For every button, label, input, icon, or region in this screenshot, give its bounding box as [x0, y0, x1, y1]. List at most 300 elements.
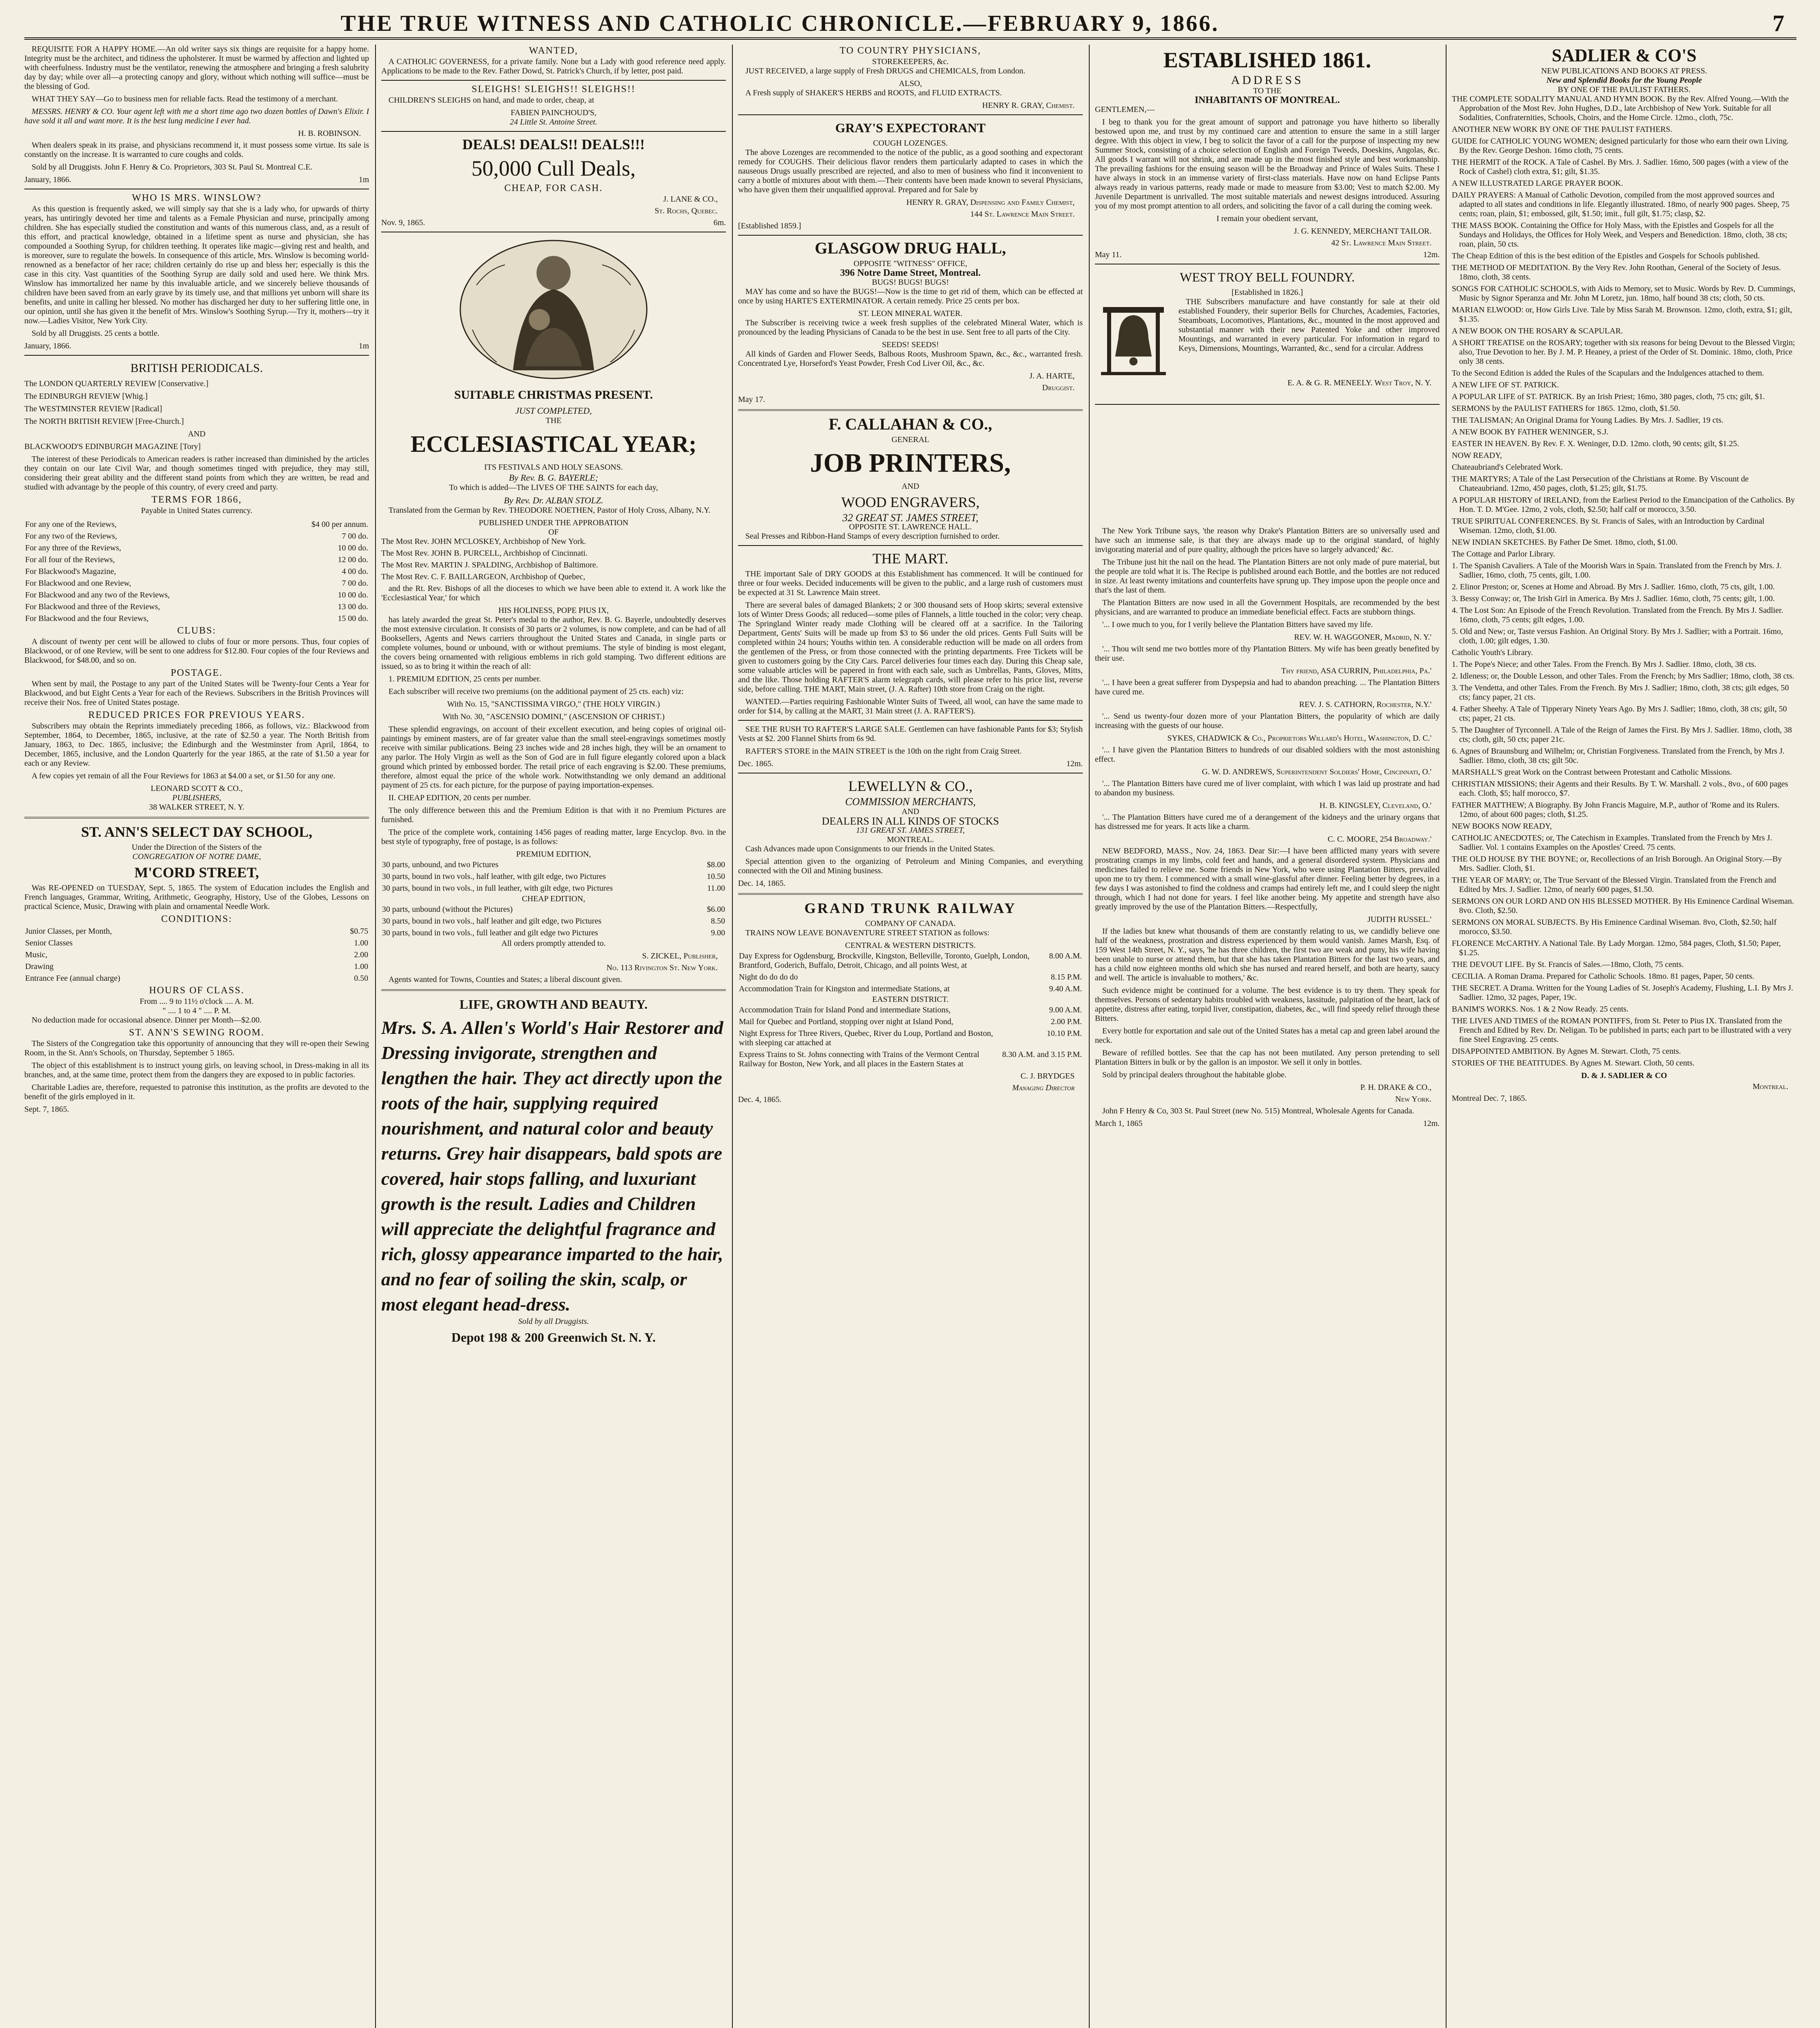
- paragraph: To which is added—The LIVES OF THE SAINTS for each day,: [449, 483, 658, 492]
- train-row-table: [738, 950, 1083, 995]
- testimonial: '... I owe much to you, for I verily believe the Plantation Bitters have saved my life.: [1102, 620, 1373, 629]
- rate-row-value: $4 00 per annum.: [311, 520, 368, 529]
- paragraph: There are several bales of damaged Blankets; 2 or 300 thousand sets of Hoop skirts; several extensive lots of Winter Dress Goods; all reduced—some piles of Flannels, a little touched in the color; very cheap. The Springland Winter ready made Clothing will be cleared off at a sacrifice. In the Tailoring Department, Gents' Suits will be made up from $3 to $6 under the old prices. Gents Full Suits will be completed within 24 hours; Youths within ten. A considerable reduction will be made on all orders from the gentlemen of the Press, or from those connected with the printing departments. Free Tickets will be given to customers going by the City Cars. Parcel deliveries four times each day. During this Cheap sale, some valuable articles will be papered in front with each sale, such as Umbrellas, Pants, Gloves, Mitts, and the like. Those holding RAFTER'S alarm telegraph cards, will please refer to his price list, reverse side, before calling. THE MART, Main street, (J. A. Rafter) 10th store from Craig on the right.: [738, 601, 1083, 694]
- paragraph: Each subscriber will receive two premiums (on the additional payment of 25 cts. each) viz:: [388, 687, 684, 696]
- seller-name: J. LANE & CO.,: [663, 195, 718, 204]
- signature: E. A. & G. R. MENEELY. West Troy, N. Y.: [1287, 378, 1432, 387]
- ad-title: THE MART.: [872, 550, 949, 567]
- list-item: The Most Rev. JOHN M'CLOSKEY, Archbishop of New York.: [381, 537, 586, 546]
- book-entry: GUIDE for CATHOLIC YOUNG WOMEN; designed particularly for those who earn their own Living. By the Rev. George Deshon. 16mo cloth, 75 cents.: [1452, 137, 1789, 155]
- paragraph: These splendid engravings, on account of their excellent execution, and being copies of original oil-paintings by eminent masters, are of far greater value than the small steel-engravings sometimes mostly receive with similar publications. Being 23 inches wide and 28 inches high, they will be an ornament to any parlor. The Holy Virgin as well as the Son of God are in full figure elegantly colored upon a black ground which printed by embossed border. The retail price of each engraving is $2.00. These premiums, therefore, almost equal the price of the whole work. Notwithstanding we only demand an additional payment of 25 cts. for each picture, for the purpose of paying importation-expenses.: [381, 725, 726, 790]
- cheap-price-row-label: 30 parts, bound in two vols., full leather and gilt edge two Pictures: [382, 928, 598, 937]
- paragraph: Was RE-OPENED on TUESDAY, Sept. 5, 1865. The system of Education includes the English and French languages, Grammar, Writing, Arithmetic, Geography, History, Use of the Globes, Lessons on practical Science, Music, Drawing with plain and ornamental Needle Work.: [24, 883, 369, 911]
- paragraph: The Tribune just hit the nail on the head. The Plantation Bitters are not only made of pure material, but the people are told what it is. The Recipe is published around each Bottle, and the bottles are not reduced in size. At least twenty imitations and counterfeits have sprung up. They impose upon the people once and that's the last of them.: [1095, 558, 1440, 595]
- ad-title: LIFE, GROWTH AND BEAUTY.: [459, 997, 648, 1012]
- train-row-value: 9.00 A.M.: [1049, 1005, 1082, 1014]
- date: Dec. 4, 1865.: [738, 1095, 782, 1104]
- cheap-price-row-label: 30 parts, unbound (without the Pictures): [382, 905, 513, 914]
- premium-price-row: [381, 883, 726, 894]
- section-heading: CENTRAL & WESTERN DISTRICTS.: [845, 941, 976, 950]
- rate-row-label: For Blackwood's Magazine,: [25, 567, 116, 576]
- fee-row-table: [24, 926, 369, 984]
- testimonial-author: C. C. MOORE, 254 Broadway.': [1327, 835, 1432, 844]
- book-entry: THE COMPLETE SODALITY MANUAL AND HYMN BOOK. By the Rev. Alfred Young.—With the Approbation of the Most Rev. John Hughes, D.D., late Archbishop of New York. Suitable for all Sodalities, Confraternities, Schools, Choirs, and the Home Circle. 12mo., cloth, 75c.: [1452, 95, 1789, 122]
- paragraph: The above Lozenges are recommended to the notice of the public, as a good soothing and expectorant remedy for COUGHS. Their delicious flavor renders them particularly adapted to cases in which the nauseous Drugs usually prescribed are rejected, and also to men of business who find it inconvenient to carry a bottle of mixtures about with them.—Their contents have been made known to several Physicians, who have given them their unqualified approval. Prepared and for Sale by: [738, 148, 1083, 194]
- column-rule: [375, 45, 376, 2028]
- premium-price-row-table: [381, 859, 726, 894]
- fees-table: [24, 926, 369, 984]
- rate-row: [24, 554, 369, 566]
- book-entry: 4. Father Sheehy. A Tale of Tipperary Ninety Years Ago. By Mrs J. Sadlier; 18mo, cloth, 38 cts; gilt, 50 cts; paper, 21 cts.: [1452, 705, 1787, 723]
- paragraph: WANTED.—Parties requiring Fashionable Winter Suits of Tweed, all wool, can have the same made to order for $14, by calling at the MART, 31 Main street (J. A. RAFTER'S).: [738, 697, 1083, 715]
- fee-row-value: $0.75: [350, 927, 368, 936]
- ecclesiastical-year-ad: [381, 236, 726, 984]
- hair-restorer-ad: [381, 996, 726, 1346]
- section-heading: CLUBS:: [177, 625, 217, 636]
- testimonial-author: H. B. KINGSLEY, Cleveland, O.': [1319, 801, 1432, 810]
- list-item: BLACKWOOD'S EDINBURGH MAGAZINE [Tory]: [24, 442, 201, 451]
- column-rule: [732, 45, 733, 2028]
- sleighs-ad: [381, 85, 726, 127]
- book-entry: The Cottage and Parlor Library.: [1452, 550, 1555, 559]
- ad-headline: 50,000 Cull Deals,: [471, 156, 636, 180]
- british-periodicals-ad: [24, 360, 369, 812]
- train-row-value: 8.15 P.M.: [1051, 973, 1082, 982]
- book-entry: 2. Idleness; or, the Double Lesson, and other Tales. From the French; by Mrs Sadlier; 18mo, cloth, 38 cts.: [1452, 672, 1794, 681]
- fee-row-label: Junior Classes, per Month,: [25, 927, 112, 936]
- ad-subtitle: CONGREGATION OF NOTRE DAME,: [132, 852, 261, 861]
- rate-row-label: For any three of the Reviews,: [25, 544, 121, 552]
- fee-row-value: 2.00: [354, 950, 368, 959]
- list-item: The Most Rev. C. F. BAILLARGEON, Archbishop of Quebec,: [381, 572, 586, 581]
- book-entry: FATHER MATTHEW; A Biography. By John Francis Maguire, M.P., author of 'Rome and its Rulers. 12mo, of about 600 pages; cloth, $1.25.: [1452, 801, 1779, 819]
- book-entry: 1. The Spanish Cavaliers. A Tale of the Moorish Wars in Spain. Translated from the French by Mrs. J. Sadlier, 16mo, cloth, 75 cents, gilt, 1.00.: [1452, 561, 1782, 580]
- ad-title: GRAY'S EXPECTORANT: [835, 120, 986, 135]
- train-row-label: Mail for Quebec and Portland, stopping over night at Island Pond,: [739, 1017, 953, 1026]
- paragraph: Charitable Ladies are, therefore, requested to patronise this institution, as the profits are devoted to the benefit of the girls employed in it.: [24, 1083, 369, 1101]
- divider: [738, 409, 1083, 411]
- book-entry: 3. The Vendetta, and other Tales. From the French. By Mrs J. Sadlier; 18mo, cloth, 38 cts; gilt edges, 50 cts; fancy paper, 21 cts.: [1452, 683, 1789, 702]
- train-row-label: Night Express for Three Rivers, Quebec, River du Loup, Portland and Boston, with sleeping car attached at: [739, 1029, 993, 1047]
- western-timetable: [738, 950, 1083, 995]
- paragraph: As this question is frequently asked, we will simply say that she is a lady who, for upwards of thirty years, has untiringly devoted her time and talents as a Female Physician and nurse, principally among children. She has especially studied the constitution and wants of this numerous class, and, as a result of this effort, and practical knowledge, obtained in a lifetime spent as nurse and physician, she has compounded a Soothing Syrup, for children teething. It operates like magic—giving rest and health, and is moreover, sure to regulate the bowels. In consequence of this article, Mrs. Winslow is becoming world-renowned as a benefactor of her race; children certainly do rise up and bless her; especially is this the case in this city. Vast quantities of the Soothing Syrup are daily sold and used here. We think Mrs. Winslow has immortalized her name by this invaluable article, and we sincerely believe thousands of children have been saved from an early grave by its timely use, and that millions yet unborn will share its benefits, and unite in calling her blessed. No mother has discharged her duty to her suffering little one, in our opinion, until she has given it the benefit of Mrs. Winslow's Soothing Syrup.—Try it, mothers—try it now.—Ladies Visitor, New York City.: [24, 204, 369, 325]
- ad-pre-title: SUITABLE CHRISTMAS PRESENT.: [454, 388, 653, 402]
- book-entry: 5. Old and New; or, Taste versus Fashion. An Original Story. By Mrs J. Sadlier; with a Portrait. 16mo, cloth, 1.00; gilt edges, 1.30.: [1452, 627, 1783, 645]
- dateline: [1095, 1119, 1440, 1128]
- newspaper-page: [24, 8, 1796, 2028]
- book-entry: THE MARTYRS; A Tale of the Last Persecution of the Christians at Rome. By Viscount de Chateaubriand. 12mo, 450 pages, cloth, $1.25; gilt, $1.75.: [1452, 475, 1749, 493]
- divider: [381, 989, 726, 991]
- divider: [738, 893, 1083, 895]
- paragraph: John F Henry & Co, 303 St. Paul Street (new No. 515) Montreal, Wholesale Agents for Canada.: [1102, 1106, 1414, 1115]
- paragraph: I beg to thank you for the great amount of support and patronage you have hitherto so liberally bestowed upon me, and trust by my continued care and attention to ensure the same in a still larger degree. With this object in view, I beg to solicit the favor of a call for the purpose of inspecting my new Summer Stock, consisting of a choice selection of English and Foreign Tweeds, Doeskins, Angolas, &c. All goods I warrant will not shrink, and are made up in the most finished style and best workmanship. The prevailing fashions for the ensuing season will be the Broadway and Prince of Wales Suits. These I have always in stock in an immense variety of first-class materials. Have now on hand Eclipse Pants always ready in various patterns, ready made or made to measure from $3.00; Vest to match $2.00. My Juvenile Department is unrivalled. The most suitable materials and newest designs introduced. Assuring you of my most prompt attention to all orders, and soliciting the favor of a call during the coming week.: [1095, 118, 1440, 211]
- publisher-city: Montreal.: [1752, 1082, 1788, 1091]
- section-heading: POSTAGE.: [170, 668, 223, 678]
- book-entry: THE MASS BOOK. Containing the Office for Holy Mass, with the Epistles and Gospels for all the Sundays and Holidays, the Offices for Holy Week, and Vespers and Benediction. 18mo, cloth, 38 cts; roan, plain, 50 cts.: [1452, 221, 1788, 249]
- book-entry: To the Second Edition is added the Rules of the Scapulars and the Indulgences attached to them.: [1452, 369, 1764, 378]
- book-entry: THE DEVOUT LIFE. By St. Francis of Sales.—18mo, Cloth, 75 cents.: [1452, 960, 1684, 969]
- ad-body: Mrs. S. A. Allen's World's Hair Restorer and Dressing invigorate, strengthen and lengthen the hair. They act directly upon the roots of the hair, supplying required nourishment, and natural color and beauty returns. Grey hair disappears, bald spots are covered, hair stops falling, and luxuriant growth is the result. Ladies and Children will appreciate the delightful fragrance and rich, glossy appearance imparted to the hair, and no fear of soiling the skin, scalp, or most elegant head-dress.: [381, 1017, 723, 1315]
- book-subtitle: ITS FESTIVALS AND HOLY SEASONS.: [484, 463, 623, 472]
- paragraph: With No. 30, "ASCENSIO DOMINI," (ASCENSION OF CHRIST.): [442, 712, 665, 721]
- testimonial: '... The Plantation Bitters have cured me of a derangement of the kidneys and the urinary organs that has distressed me for years. It acts like a charm.: [1095, 813, 1440, 831]
- book-entry: The Cheap Edition of this is the best edition of the Epistles and Gospels for Schools published.: [1452, 251, 1760, 260]
- page-number: 7: [1773, 10, 1784, 37]
- paragraph: 1. PREMIUM EDITION, 25 cents per number.: [388, 675, 541, 683]
- list-item: The EDINBURGH REVIEW [Whig.]: [24, 392, 148, 401]
- rate-row-table: [24, 519, 369, 625]
- paragraph: THE important Sale of DRY GOODS at this Establishment has commenced. It will be continued for three or four weeks. Decided inducements will be given to the public, and a large rush of customers must be expected at 31 St. Lawrence Main street.: [738, 569, 1083, 597]
- ad-title: WEST TROY BELL FOUNDRY.: [1180, 270, 1355, 284]
- section-heading: PUBLISHED UNDER THE APPROBATION: [479, 518, 629, 527]
- publisher-name: D. & J. SADLIER & CO: [1581, 1071, 1667, 1080]
- paragraph: A Fresh supply of SHAKER'S HERBS and ROOTS, and FLUID EXTRACTS.: [745, 88, 1002, 97]
- paragraph: Seal Presses and Ribbon-Hand Stamps of every description furnished to order.: [745, 532, 1000, 541]
- signature: J. G. KENNEDY, MERCHANT TAILOR.: [1294, 227, 1432, 236]
- train-row-value: 9.40 A.M.: [1049, 984, 1082, 993]
- paragraph: Cash Advances made upon Consignments to our friends in the United States.: [745, 844, 995, 853]
- cheap-price-row-value: 8.50: [711, 917, 725, 926]
- divider: [381, 131, 726, 132]
- testimonial: '... I have given the Plantation Bitters to hundreds of our disabled soldiers with the most astonishing effect.: [1095, 745, 1440, 764]
- section-heading: EASTERN DISTRICT.: [872, 995, 949, 1004]
- book-entry: THE OLD HOUSE BY THE BOYNE; or, Recollections of an Irish Borough. An Original Story.—By Mrs. Sadlier. Cloth, $1.: [1452, 855, 1782, 873]
- ad-connector: AND: [901, 807, 919, 816]
- train-row: [738, 950, 1083, 971]
- paragraph: When sent by mail, the Postage to any part of the United States will be Twenty-four Cents a Year for Blackwood, and but Eight Cents a Year for each of the Reviews. Subscribers in the British Provinces will receive their Nos. free of United States postage.: [24, 679, 369, 707]
- book-entry: THE SECRET. A Drama. Written for the Young Ladies of St. Joseph's Academy, Flushing, L.I. By Mrs J. Sadlier. 12mo, 32 pages, Paper, 19c.: [1452, 984, 1793, 1002]
- rate-row-label: For any two of the Reviews,: [25, 532, 117, 541]
- ad-connector: GENERAL: [891, 435, 929, 444]
- ad-subtitle: Under the Direction of the Sisters of the: [131, 843, 262, 852]
- column-3: [738, 45, 1083, 2028]
- testimonial: NEW BEDFORD, MASS., Nov. 24, 1863. Dear Sir:—I have been afflicted many years with severe prostrating cramps in my limbs, cold feet and hands, and a general disordered system. Physicians and medicines failed to relieve me. Some friends in New York, who were using Plantation Bitters, prevailed upon me to try them. I commenced with a small wine-glassful after dinner. Feeling better by degrees, in a few days I was astonished to find the coldness and cramps had entirely left me, and I could sleep the night through, which I had not done for years. I feel like another being. My appetite and strength have also greatly improved by the use of the Plantation Bitters.—Respectfully,: [1095, 846, 1440, 911]
- signature-role: Managing Director: [1012, 1083, 1075, 1092]
- rate-row: [24, 601, 369, 613]
- premium-price-row-label: 30 parts, bound in two vols., in full leather, with gilt edge, two Pictures: [382, 884, 613, 893]
- insertion-mark: 6m.: [713, 218, 726, 227]
- paragraph: All orders promptly attended to.: [501, 939, 606, 948]
- column-5: [1452, 45, 1796, 2028]
- publisher-role: PUBLISHERS,: [172, 793, 221, 802]
- ad-subtitle: INHABITANTS OF MONTREAL.: [1194, 95, 1340, 105]
- paragraph: No deduction made for occasional absence. Dinner per Month—$2.00.: [32, 1016, 262, 1025]
- train-row: [738, 1004, 1083, 1016]
- kennedy-tailor-ad: [1095, 48, 1440, 260]
- ad-subtitle: ADDRESS: [1231, 73, 1304, 87]
- ad-connector: ALSO,: [899, 79, 922, 88]
- paragraph: RAFTER'S STORE in the MAIN STREET is the 10th on the right from Craig Street.: [745, 747, 1022, 756]
- date: May 17.: [738, 395, 765, 404]
- sold-line: Sold by all Druggists.: [518, 1317, 589, 1326]
- eastern-timetable: [738, 1004, 1083, 1070]
- paragraph: Special attention given to the organizing of Petroleum and Mining Companies, and everything connected with the Oil and Mining business.: [738, 857, 1083, 875]
- paragraph: THE Subscribers manufacture and have constantly for sale at their old established Foundery, their superior Bells for Churches, Academies, Factories, Steamboats, Locomotives, Plantations, &c., mounted in the most approved and substantial manner with their new Patented Yoke and other improved Mountings, and warranted in every particular. For information in regard to Keys, Dimensions, Mountings, Warranted, &c., send for a circular. Address: [1178, 297, 1440, 353]
- book-entry: 6. Agnes of Braunsburg and Wilhelm; or, Christian Forgiveness. Translated from the French, by Mrs J. Sadlier. 18mo, cloth, 38 cts; gilt 50c.: [1452, 747, 1785, 765]
- signature: HENRY R. GRAY, Dispensing and Family Chemist,: [906, 198, 1075, 207]
- ad-title: SADLIER & CO'S: [1552, 45, 1697, 65]
- dateline: [1095, 250, 1440, 260]
- physicians-ad: [738, 46, 1083, 110]
- grays-expectorant-ad: [738, 119, 1083, 231]
- train-row: [738, 971, 1083, 983]
- paragraph: CHILDREN'S SLEIGHS on hand, and made to order, cheap, at: [388, 96, 595, 105]
- book-entry: THE HERMIT of the ROCK. A Tale of Cashel. By Mrs. J. Sadlier. 16mo, 500 pages (with a view of the Rock of Cashel) cloth extra, $1; gilt, $1.35.: [1452, 158, 1788, 176]
- list-item: AND: [188, 430, 206, 438]
- divider: [738, 235, 1083, 236]
- paragraph: SEE THE RUSH TO RAFTER'S LARGE SALE. Gentlemen can have fashionable Pants for $3; Stylish Vests at $2. 200 Flannel Shirts from 6s 9d.: [738, 725, 1083, 743]
- rate-row-value: 15 00 do.: [338, 614, 368, 623]
- book-entry: 4. The Lost Son: An Episode of the French Revolution. Translated from the French. By Mrs J. Sadlier. 16mo, cloth, 75 cents; gilt edges, 1.00.: [1452, 606, 1784, 624]
- ad-connector: TO THE: [1253, 86, 1281, 95]
- rate-row: [24, 613, 369, 625]
- book-entry: A NEW BOOK ON THE ROSARY & SCAPULAR.: [1452, 327, 1623, 335]
- deals-ad: [381, 136, 726, 228]
- book-entry: 5. The Daughter of Tyrconnell. A Tale of the Reign of James the First. By Mrs J. Sadlier. 18mo, cloth, 38 cts; cloth, gilt, 50 cts; paper 21c.: [1452, 726, 1792, 744]
- cheap-price-table: [381, 904, 726, 939]
- premium-price-row-label: 30 parts, unbound, and two Pictures: [382, 860, 499, 869]
- paragraph: Sold by all Druggists. 25 cents a bottle.: [32, 329, 159, 338]
- fee-row-value: 0.50: [354, 974, 368, 983]
- book-entry: SONGS FOR CATHOLIC SCHOOLS, with Aids to Memory, set to Music. Words by Rev. D. Cummings, Music by Signor Speranza and Mr. John M Loretz, jun. 18mo, half bound 38 cts; cloth, 50 cts.: [1452, 284, 1796, 303]
- divider: [24, 817, 369, 819]
- train-row: [738, 1028, 1083, 1049]
- bell-foundry-ad: [1095, 269, 1440, 388]
- section-heading: BUGS! BUGS! BUGS!: [871, 278, 949, 287]
- testimonial: '... The Plantation Bitters have cured me of liver complaint, with which I was laid up prostrate and had to abandon my business.: [1095, 779, 1440, 797]
- cheap-price-row-table: [381, 904, 726, 939]
- paragraph: The object of this establishment is to instruct young girls, on leaving school, in Dress-making in all its branches, and, at the same time, protect them from the dangers they are exposed to in public factories.: [24, 1061, 369, 1079]
- madonna-engraving: [452, 236, 655, 382]
- column-1: [24, 45, 369, 2028]
- ad-subtitle: New and Splendid Books for the Young People: [1546, 76, 1702, 85]
- seller-name: FABIEN PAINCHOUD'S,: [511, 108, 597, 117]
- paragraph: If the ladies but knew what thousands of them are constantly relating to us, we candidly believe one half of the weakness, prostration and distress experienced by them would vanish. James Marsh, Esq. of 159 West 14th Street, N. Y., says, 'he has three children, the first two are weak and puny, his wife having been unable to nurse or attend them, but that she has taken Plantation Bitters for the last two years, and has a child now eighteen months old which she has nursed and reared herself, and both are hearty, saucy and well. The article is invaluable to mothers,' &c.: [1095, 927, 1440, 982]
- cheap-price-row-label: 30 parts, bound in two vols., half leather and gilt edge, two Pictures: [382, 917, 602, 926]
- section-subheading: Payable in United States currency.: [141, 506, 253, 515]
- train-row: [738, 1049, 1083, 1070]
- book-entry: THE YEAR OF MARY; or, The True Servant of the Blessed Virgin. Translated from the French and Edited by Mrs. J. Sadlier. 12mo, of nearly 600 pages, $1.50.: [1452, 876, 1776, 894]
- fee-row: [24, 937, 369, 949]
- book-entry: CATHOLIC ANECDOTES; or, The Catechism in Examples. Translated from the French by Mrs J. Sadlier. Vol. 1 contains Examples on the Apostles' Creed. 75 cents.: [1452, 834, 1772, 852]
- ad-title: BRITISH PERIODICALS.: [130, 361, 263, 375]
- cheap-price-row: [381, 904, 726, 915]
- train-row-table: [738, 1004, 1083, 1070]
- section-heading: CHEAP EDITION,: [522, 894, 585, 903]
- book-entry: DAILY PRAYERS: A Manual of Catholic Devotion, compiled from the most approved sources and adapted to all states and conditions in life. Elegantly illustrated. 18mo, of nearly 900 pages. Sheep, 75 cents; roan, plain, $1; embossed, gilt, $1.50; imit., full gilt, $1.75; clasp, $2.: [1452, 191, 1790, 218]
- premium-price-row-value: 11.00: [707, 884, 725, 893]
- dateline: [24, 342, 369, 351]
- ad-title: ST. ANN'S SELECT DAY SCHOOL,: [81, 824, 313, 840]
- paragraph: With No. 15, "SANCTISSIMA VIRGO," (THE HOLY VIRGIN.): [447, 700, 660, 709]
- paragraph: The Plantation Bitters are now used in all the Government Hospitals, are recommended by the best physicians, and are warranted to produce an immediate beneficial effect. Facts are stubborn things.: [1095, 598, 1440, 617]
- rate-row-value: 10 00 do.: [338, 591, 368, 599]
- paragraph: When dealers speak in its praise, and physicians recommend it, it must possess some virtue. Its sale is constantly on the increase. It is warranted to cure coughs and colds.: [24, 141, 369, 159]
- list-item: The WESTMINSTER REVIEW [Radical]: [24, 404, 162, 413]
- ad-address: 32 GREAT ST. JAMES STREET,: [842, 512, 979, 524]
- fee-row-label: Music,: [25, 950, 47, 959]
- section-heading: REDUCED PRICES FOR PREVIOUS YEARS.: [88, 710, 305, 720]
- book-entry: NOW READY,: [1452, 451, 1502, 460]
- ad-address: 131 GREAT ST. JAMES STREET,: [856, 826, 965, 835]
- rate-row-value: 13 00 do.: [338, 602, 368, 611]
- date: January, 1866.: [24, 175, 71, 184]
- book-author: By Rev. B. G. BAYERLE;: [509, 473, 599, 483]
- ad-title: F. CALLAHAN & CO.,: [828, 415, 992, 433]
- masthead: [24, 8, 1796, 40]
- insertion-mark: 12m.: [1423, 250, 1440, 259]
- st-anns-school-ad: [24, 823, 369, 1114]
- rate-row-value: 7 00 do.: [342, 579, 368, 588]
- hours-line: " .... 1 to 4 " .... P. M.: [162, 1006, 231, 1015]
- paragraph: The Sisters of the Congregation take this opportunity of announcing that they will re-open their Sewing Room, in the St. Ann's Schools, on Thursday, September 5 1865.: [24, 1039, 369, 1057]
- list-item: The NORTH BRITISH REVIEW [Free-Church.]: [24, 417, 184, 426]
- paragraph: A CATHOLIC GOVERNESS, for a private family. None but a Lady with good reference need apply. Applications to be made to the Rev. Father Dowd, St. Patrick's Church, if by letter, post paid.: [381, 57, 726, 75]
- ad-subtitle: STOREKEEPERS, &c.: [872, 57, 949, 66]
- fee-row-label: Drawing: [25, 962, 54, 971]
- publisher-name: LEONARD SCOTT & CO.,: [150, 784, 243, 793]
- hours-line: From .... 9 to 11½ o'clock .... A. M.: [140, 997, 254, 1006]
- book-entry: STORIES OF THE BEATITUDES. By Agnes M. Stewart. Cloth, 50 cents.: [1452, 1059, 1695, 1068]
- date: Dec. 1865.: [738, 759, 774, 768]
- section-heading: TERMS FOR 1866,: [151, 494, 242, 505]
- fee-row: [24, 961, 369, 973]
- paragraph: TRAINS NOW LEAVE BONAVENTURE STREET STATION as follows:: [745, 928, 989, 937]
- testimonial: '... Thou wilt send me two bottles more of thy Plantation Bitters. My wife has been greatly benefited by their use.: [1095, 644, 1440, 663]
- book-entry: A NEW LIFE OF ST. PATRICK.: [1452, 380, 1559, 389]
- book-entry: THE METHOD OF MEDITATION. By the Very Rev. John Roothan, General of the Society of Jesus. 18mo, cloth, 38 cents.: [1452, 263, 1781, 281]
- ad-connector: AND: [901, 482, 919, 491]
- grand-trunk-railway-ad: [738, 900, 1083, 1104]
- cheap-price-row-value: 9.00: [711, 928, 725, 937]
- premium-price-row: [381, 871, 726, 883]
- ad-title: TO COUNTRY PHYSICIANS,: [839, 45, 981, 56]
- book-entry: A SHORT TREATISE on the ROSARY; together with six reasons for being Devout to the Blessed Virgin; also, True Devotion to her. By J. M. P. Heaney, a priest of the Order of St. Dominic. 18mo, cloth, Price only 38 cents.: [1452, 338, 1795, 366]
- signature: Druggist.: [1042, 383, 1075, 392]
- fee-row: [24, 949, 369, 961]
- train-row: [738, 1016, 1083, 1028]
- rate-row: [24, 578, 369, 589]
- established-note: [Established 1859.]: [738, 221, 801, 230]
- dateline: [24, 175, 369, 185]
- testimonial-author: REV. W. H. WAGGONER, Madrid, N. Y.': [1294, 633, 1432, 642]
- rate-row-label: For Blackwood and one Review,: [25, 579, 131, 588]
- section-heading: PREMIUM EDITION,: [516, 850, 591, 859]
- ad-subtitle: BY ONE OF THE PAULIST FATHERS.: [1558, 85, 1691, 94]
- paragraph: A few copies yet remain of all the Four Reviews for 1863 at $4.00 a set, or $1.50 for any one.: [32, 771, 335, 780]
- book-entry: NEW BOOKS NOW READY,: [1452, 822, 1552, 831]
- date: May 11.: [1095, 250, 1122, 259]
- lewellyn-ad: [738, 778, 1083, 888]
- signature: 42 St. Lawrence Main Street.: [1331, 238, 1432, 247]
- rate-row-value: 7 00 do.: [342, 532, 368, 541]
- winslow-ad: [24, 193, 369, 351]
- callahan-printers-ad: [738, 416, 1083, 541]
- column-4: [1095, 45, 1440, 2028]
- paragraph: REQUISITE FOR A HAPPY HOME.—An old writer says six things are requisite for a happy home. Integrity must be the architect, and tidiness the upholsterer. It must be warmed by affection and lighted up with cheerfulness. Industry must be the ventilator, renewing the atmosphere and bringing a fresh salubrity day by day; while over all—a protecting canopy and glory, without which nothing will suffice—must be the blessing of God.: [24, 45, 369, 91]
- paragraph: The only difference between this and the Premium Edition is that with it no Premium Pictures are furnished.: [381, 806, 726, 824]
- date: Sept. 7, 1865.: [24, 1105, 69, 1114]
- section-heading: HIS HOLINESS, POPE PIUS IX,: [498, 606, 609, 615]
- section-heading: OF: [548, 528, 559, 537]
- book-entry: ANOTHER NEW WORK BY ONE OF THE PAULIST FATHERS.: [1452, 125, 1672, 134]
- insertion-mark: 12m.: [1423, 1119, 1440, 1128]
- ad-title: WANTED,: [529, 45, 578, 56]
- rate-row-label: For all four of the Reviews,: [25, 555, 115, 564]
- fee-row-value: 1.00: [354, 939, 368, 947]
- book-entry: FLORENCE McCARTHY. A National Tale. By Lady Morgan. 12mo, 584 pages, Cloth, $1.50; Paper, $1.25.: [1452, 939, 1781, 957]
- book-entry: MARSHALL'S great Work on the Contrast between Protestant and Catholic Missions.: [1452, 768, 1732, 777]
- book-entry: 1. The Pope's Niece; and other Tales. From the French. By Mrs J. Sadlier. 18mo, cloth, 38 cts.: [1452, 660, 1756, 669]
- ad-headline: DEALERS IN ALL KINDS OF STOCKS: [822, 815, 999, 827]
- train-row-value: 8.00 A.M.: [1049, 952, 1082, 960]
- rate-row-label: For Blackwood and the four Reviews,: [25, 614, 149, 623]
- book-entry: EASTER IN HEAVEN. By Rev. F. X. Weninger, D.D. 12mo. cloth, 90 cents; gilt, $1.25.: [1452, 439, 1739, 448]
- rate-row-value: 4 00 do.: [342, 567, 368, 576]
- ad-title: GLASGOW DRUG HALL,: [815, 239, 1006, 257]
- column-rule: [1089, 45, 1090, 2028]
- insertion-mark: 1m: [358, 342, 369, 350]
- paragraph: A discount of twenty per cent will be allowed to clubs of four or more persons. Thus, four copies of Blackwood, or of one Review, will be sent to one address for $12.80. Four copies of the four Reviews and Blackwood, for $48.00, and so on.: [24, 637, 369, 665]
- ad-subtitle: OPPOSITE ST. LAWRENCE HALL.: [849, 522, 972, 531]
- book-entry: BANIM'S WORKS. Nos. 1 & 2 Now Ready. 25 cents.: [1452, 1005, 1629, 1014]
- glasgow-drug-hall-ad: [738, 240, 1083, 404]
- happy-home-item: [24, 45, 369, 185]
- ad-title: ESTABLISHED 1861.: [1163, 48, 1371, 72]
- ad-title: WHO IS MRS. WINSLOW?: [132, 193, 262, 203]
- ad-subtitle: COMPANY OF CANADA.: [865, 919, 956, 928]
- premium-price-row-label: 30 parts, bound in two vols., half leather, with gilt edge, two Pictures: [382, 872, 606, 881]
- rate-row: [24, 531, 369, 542]
- publisher-name: S. ZICKEL, Publisher,: [642, 952, 718, 960]
- train-row-value: 10.10 P.M.: [1047, 1029, 1082, 1038]
- date: Nov. 9, 1865.: [381, 218, 425, 227]
- insertion-mark: 1m: [358, 175, 369, 184]
- divider: [738, 114, 1083, 115]
- paragraph: Such evidence might be continued for a volume. The best evidence is to try them. They speak for themselves. Persons of sedentary habits troubled with weakness, lassitude, palpitation of the heart, lack of appetite, distress after eating, torpid liver, constipation, diabetes, &c., will find speedy relief through these Bitters.: [1095, 986, 1440, 1023]
- ad-title: DEALS! DEALS!! DEALS!!!: [462, 136, 645, 153]
- rate-row: [24, 519, 369, 531]
- paragraph: The Subscriber is receiving twice a week fresh supplies of the celebrated Mineral Water, which is pronounced by the leading Physicians of Canada to be the best in use. Sent free to all parts of the City.: [738, 318, 1083, 337]
- ad-subtitle: COMMISSION MERCHANTS,: [845, 796, 976, 808]
- list-item: The Most Rev. JOHN B. PURCELL, Archbishop of Cincinnati.: [381, 549, 588, 558]
- paragraph: Beware of refilled bottles. See that the cap has not been mutilated. Any person pretending to sell Plantation Bitters in bulk or by the gallon is an impostor. We sell it only in bottles.: [1095, 1048, 1440, 1067]
- bell-icon: [1095, 300, 1172, 377]
- rate-row: [24, 542, 369, 554]
- paragraph: All kinds of Garden and Flower Seeds, Balbous Roots, Mushroom Spawn, &c., &c., warranted fresh. Concentrated Lye, Horseford's Yeast Powder, Fresh Cod Liver Oil, &c., &c.: [738, 350, 1083, 368]
- signature: J. A. HARTE,: [1029, 372, 1075, 380]
- paragraph: JUST RECEIVED, a large supply of Fresh DRUGS and CHEMICALS, from London.: [745, 67, 1026, 75]
- ad-address: 396 Notre Dame Street, Montreal.: [840, 268, 981, 278]
- book-entry: A NEW ILLUSTRATED LARGE PRAYER BOOK.: [1452, 179, 1623, 188]
- testimonial-author: Thy friend, ASA CURRIN, Philadelphia, Pa.': [1281, 666, 1432, 675]
- book-entry: A NEW BOOK BY FATHER WENINGER, S.J.: [1452, 428, 1609, 436]
- book-entry: A POPULAR LIFE of ST. PATRICK. By an Irish Priest; 16mo, 380 pages, cloth, 75 cts; gilt, $1.: [1452, 392, 1765, 401]
- section-heading: CONDITIONS:: [161, 914, 232, 924]
- book-entry: MARIAN ELWOOD: or, How Girls Live. Tale by Miss Sarah M. Brownson. 12mo, cloth, extra, $1; gilt, $1.35.: [1452, 305, 1792, 324]
- fee-row-label: Senior Classes: [25, 939, 73, 947]
- testimonial-author: JUDITH RUSSEL.': [1367, 915, 1432, 924]
- book-entry: THE TALISMAN; An Original Drama for Young Ladies. By Mrs. J. Sadlier, 19 cts.: [1452, 416, 1723, 425]
- book-entry: CECILIA. A Roman Drama. Prepared for Catholic Schools. 18mo. 81 pages, Paper, 50 cents.: [1452, 972, 1754, 981]
- book-entry: SERMONS ON OUR LORD AND ON HIS BLESSED MOTHER. By His Eminence Cardinal Wiseman. 8vo. Cloth, $2.50.: [1452, 897, 1794, 915]
- wanted-ad: [381, 46, 726, 76]
- column-2: [381, 45, 726, 2028]
- ad-subtitle: COUGH LOZENGES.: [873, 139, 948, 148]
- date: Dec. 14, 1865.: [738, 879, 786, 888]
- rate-row: [24, 589, 369, 601]
- testimonial-author: G. W. D. ANDREWS, Superintendent Soldiers' Home, Cincinnati, O.': [1202, 767, 1432, 776]
